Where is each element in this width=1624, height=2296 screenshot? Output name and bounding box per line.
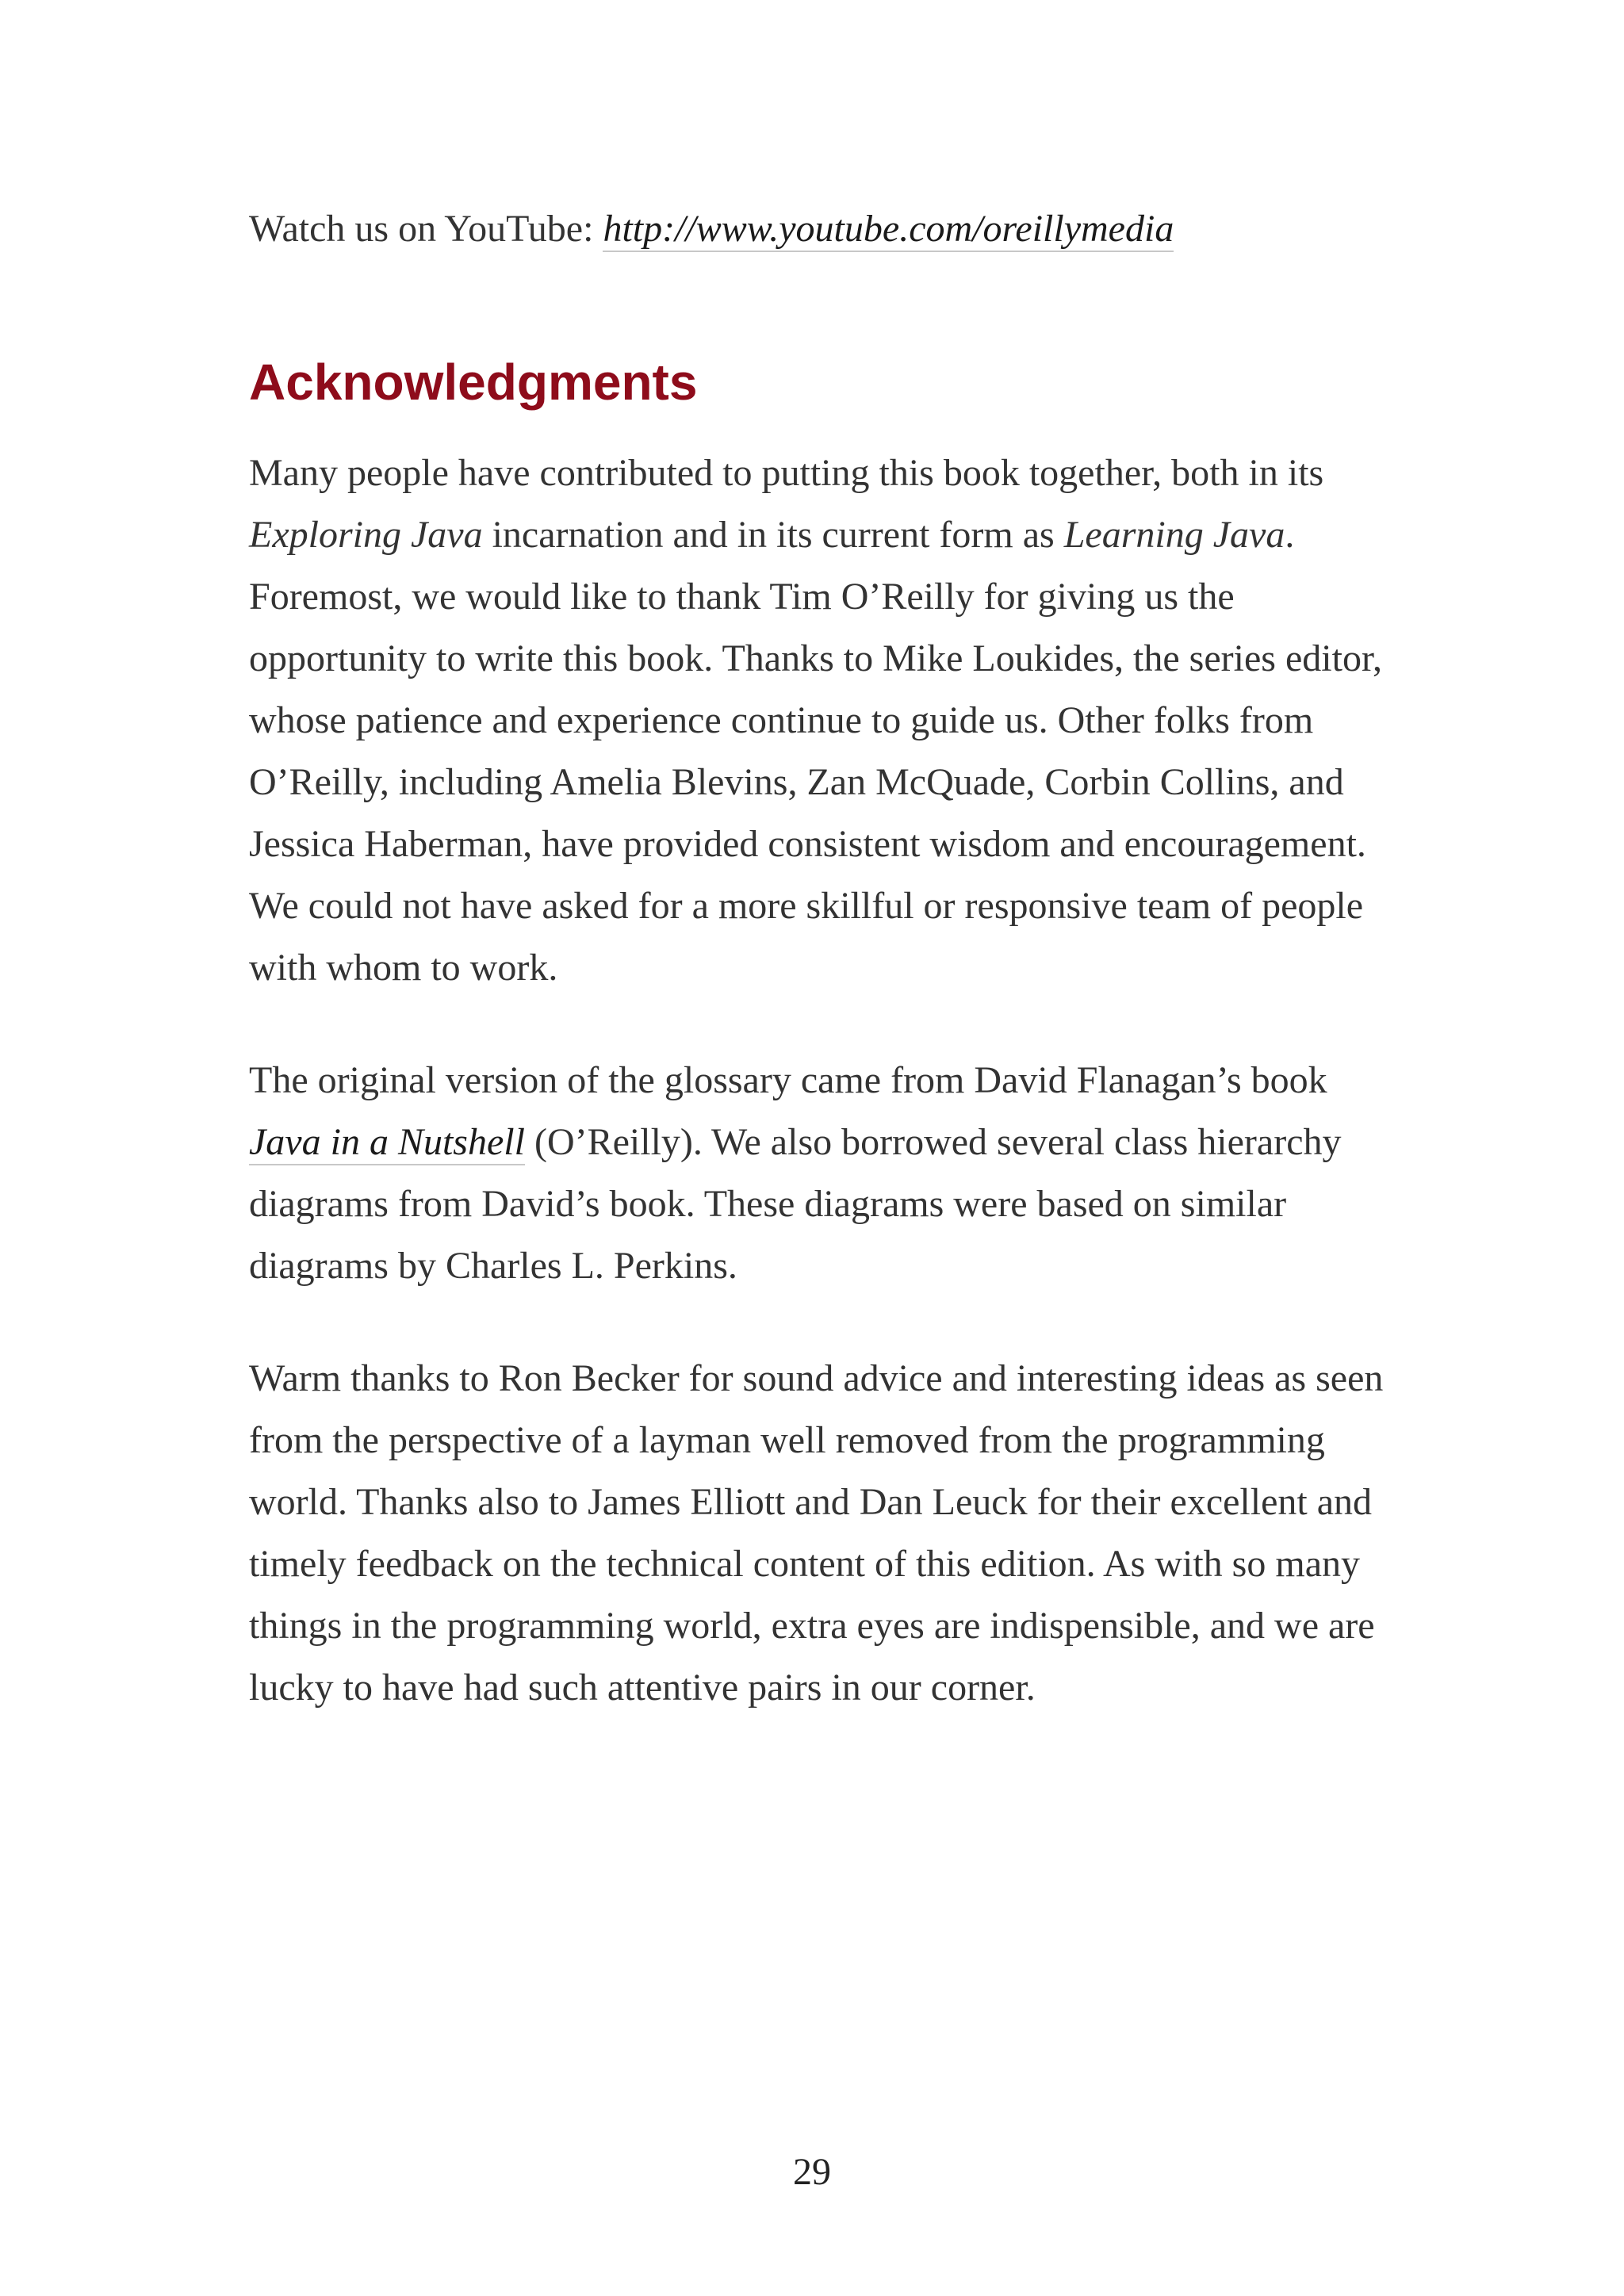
youtube-line — [249, 198, 1391, 260]
book-title-exploring-java: Exploring Java — [249, 514, 483, 556]
paragraph-1 — [249, 442, 1391, 999]
paragraph-3: Warm thanks to Ron Becker for sound advice and interesting ideas as seen from the perspective of a layman well removed from the programming world. Thanks also to James Elliott and Dan Leuck for their excellent and timely feedback on the technical content of this edition. As with so many things in the programming world, extra eyes are indispensible, and we are lucky to have had such attentive pairs in our corner. — [249, 1357, 1384, 1709]
section-heading: Acknowledgments — [249, 354, 698, 411]
paragraph-2-text-a: The original version of the glossary came from David Flanagan’s book — [249, 1059, 1327, 1101]
paragraph-1-text-c: incarnation and in its current form as — [482, 514, 1064, 556]
paragraph-1-text-a: Many people have contributed to putting this book together, both in its — [249, 452, 1324, 494]
page-number: 29 — [793, 2151, 831, 2193]
java-in-a-nutshell-link[interactable]: Java in a Nutshell — [249, 1121, 525, 1165]
page-content — [249, 198, 1391, 1719]
paragraph-2 — [249, 1050, 1391, 1297]
paragraph-1-text-e: . Foremost, we would like to thank Tim O’Reilly for giving us the opportunity to write this book. Thanks to Mike Loukides, the series editor, whose patience and experience continue to guide us. Other folks from O’Reilly, including Amelia Blevins, Zan McQuade, Corbin Collins, and Jessica Haberman, have provided consistent wisdom and encouragement. We could not have asked for a more skillful or responsive team of people with whom to work. — [249, 514, 1383, 989]
youtube-link[interactable]: http://www.youtube.com/oreillymedia — [603, 208, 1174, 252]
paragraph-2-text-b: (O’Reilly). We also borrowed several class hierarchy diagrams from David’s book. These diagrams were based on similar diagrams by Charles L. Perkins. — [249, 1121, 1342, 1287]
youtube-label: Watch us on YouTube: — [249, 208, 603, 250]
book-title-learning-java: Learning Java — [1063, 514, 1285, 556]
